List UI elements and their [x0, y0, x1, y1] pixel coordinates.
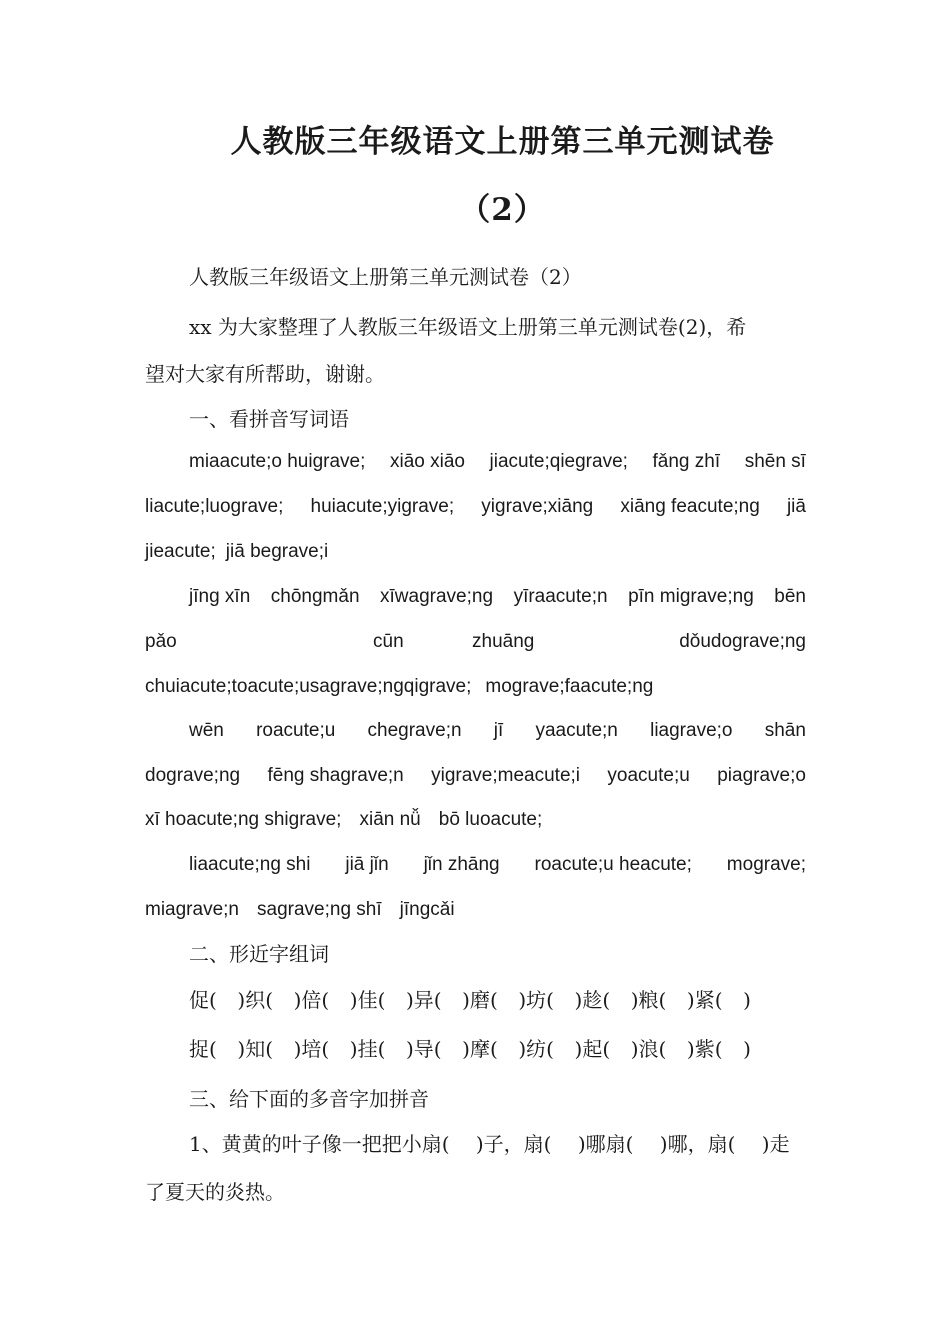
char-blank: )趁( — [574, 988, 611, 1012]
char-blank: )知( — [237, 1037, 273, 1061]
pinyin-word: bō luoacute; — [438, 809, 543, 830]
pinyin-word: wēn — [189, 720, 224, 741]
section-2-heading: 二、形近字组词 — [189, 942, 329, 966]
question-1-line-1: 1、黄黄的叶子像一把把小扇( )子，扇( )哪扇( )哪，扇( )走 — [189, 1132, 790, 1156]
char-blank: ) — [743, 1037, 751, 1061]
pinyin-row — [145, 628, 806, 656]
pinyin-word: roacute;u heacute; — [534, 854, 692, 875]
pinyin-word: miaacute;o huigrave; — [189, 451, 366, 472]
pinyin-row — [189, 717, 806, 745]
pinyin-word: dǒudograve;ng — [679, 631, 806, 652]
pinyin-word: fēng shagrave;n — [267, 765, 404, 786]
char-blank: 促( — [189, 988, 217, 1012]
pinyin-word: chegrave;n — [367, 720, 462, 741]
subtitle: 人教版三年级语文上册第三单元测试卷（2） — [189, 265, 582, 289]
char-blank: )倍( — [293, 988, 330, 1012]
section-3-heading: 三、给下面的多音字加拼音 — [189, 1087, 429, 1111]
char-row — [189, 1035, 751, 1063]
pinyin-word: piagrave;o — [717, 765, 806, 786]
intro-line-1: xx 为大家整理了人教版三年级语文上册第三单元测试卷(2)，希 — [189, 315, 747, 339]
pinyin-word: chōngmǎn — [270, 586, 360, 607]
pinyin-word: fǎng zhī — [652, 451, 721, 472]
pinyin-word: jīng xīn — [189, 586, 251, 607]
char-blank: 捉( — [189, 1037, 217, 1061]
pinyin-word: miagrave;n — [145, 899, 239, 920]
pinyin-word: jǐn zhāng — [423, 854, 500, 875]
pinyin-word: yoacute;u — [607, 765, 690, 786]
pinyin-row — [145, 673, 653, 701]
pinyin-row — [189, 448, 806, 476]
pinyin-word: jiacute;qiegrave; — [489, 451, 628, 472]
pinyin-word: jiā — [786, 496, 806, 517]
document-title: 人教版三年级语文上册第三单元测试卷 — [230, 124, 775, 160]
pinyin-word: roacute;u — [256, 720, 336, 741]
pinyin-word: dograve;ng — [145, 765, 241, 786]
char-blank: )挂( — [349, 1037, 386, 1061]
pinyin-word: pǎo — [145, 631, 177, 652]
pinyin-word: liagrave;o — [650, 720, 733, 741]
char-blank: )磨( — [462, 988, 498, 1012]
char-blank: )摩( — [462, 1037, 498, 1061]
intro-line-2: 望对大家有所帮助，谢谢。 — [145, 362, 385, 386]
pinyin-word: shān — [764, 720, 806, 741]
pinyin-word: jīngcǎi — [399, 899, 455, 920]
char-blank: )导( — [405, 1037, 442, 1061]
pinyin-word: jiā jǐn — [345, 854, 389, 875]
pinyin-word: mograve;faacute;ng — [485, 676, 654, 697]
pinyin-row — [189, 851, 806, 879]
pinyin-word: xiāng feacute;ng — [620, 496, 760, 517]
pinyin-word: huiacute;yigrave; — [310, 496, 455, 517]
document-title-suffix: （2） — [459, 192, 546, 228]
pinyin-word: zhuāng — [472, 631, 535, 652]
char-blank: )紫( — [686, 1037, 723, 1061]
pinyin-word: mograve; — [726, 854, 806, 875]
char-blank: ) — [743, 988, 751, 1012]
pinyin-word: jieacute; — [145, 541, 216, 562]
char-blank: )佳( — [349, 988, 386, 1012]
pinyin-word: jī — [493, 720, 504, 741]
pinyin-word: xīwagrave;ng — [380, 586, 494, 607]
pinyin-word: liacute;luograve; — [145, 496, 284, 517]
pinyin-word: xiāo xiāo — [389, 451, 465, 472]
char-blank: )起( — [574, 1037, 611, 1061]
question-1-line-2: 了夏天的炎热。 — [145, 1180, 285, 1204]
pinyin-row — [145, 896, 455, 924]
pinyin-row — [189, 583, 806, 611]
char-blank: )坊( — [518, 988, 554, 1012]
pinyin-word: jiā begrave;i — [225, 541, 329, 562]
pinyin-word: yigrave;xiāng — [481, 496, 594, 517]
pinyin-row — [145, 493, 806, 521]
pinyin-word: sagrave;ng shī — [257, 899, 382, 920]
pinyin-word: xī hoacute;ng shigrave; — [145, 809, 342, 830]
pinyin-row — [145, 806, 542, 834]
char-blank: )织( — [237, 988, 273, 1012]
char-row — [189, 986, 751, 1014]
char-blank: )培( — [293, 1037, 330, 1061]
char-blank: )异( — [405, 988, 442, 1012]
char-blank: )浪( — [630, 1037, 667, 1061]
pinyin-word: yigrave;meacute;i — [431, 765, 581, 786]
pinyin-row — [145, 538, 328, 566]
char-blank: )纺( — [518, 1037, 554, 1061]
pinyin-word: yīraacute;n — [513, 586, 608, 607]
pinyin-word: liaacute;ng shi — [189, 854, 311, 875]
pinyin-word: pīn migrave;ng — [628, 586, 754, 607]
pinyin-word: shēn sī — [744, 451, 806, 472]
char-blank: )紧( — [686, 988, 723, 1012]
char-blank: )粮( — [630, 988, 667, 1012]
pinyin-word: yaacute;n — [535, 720, 618, 741]
pinyin-word: bēn — [774, 586, 806, 607]
pinyin-word: chuiacute;toacute;usagrave;ngqigrave; — [145, 676, 472, 697]
pinyin-word: xiān nǚ — [359, 809, 421, 830]
pinyin-word: cūn — [373, 631, 404, 652]
section-1-heading: 一、看拼音写词语 — [189, 407, 349, 431]
pinyin-row — [145, 762, 806, 790]
